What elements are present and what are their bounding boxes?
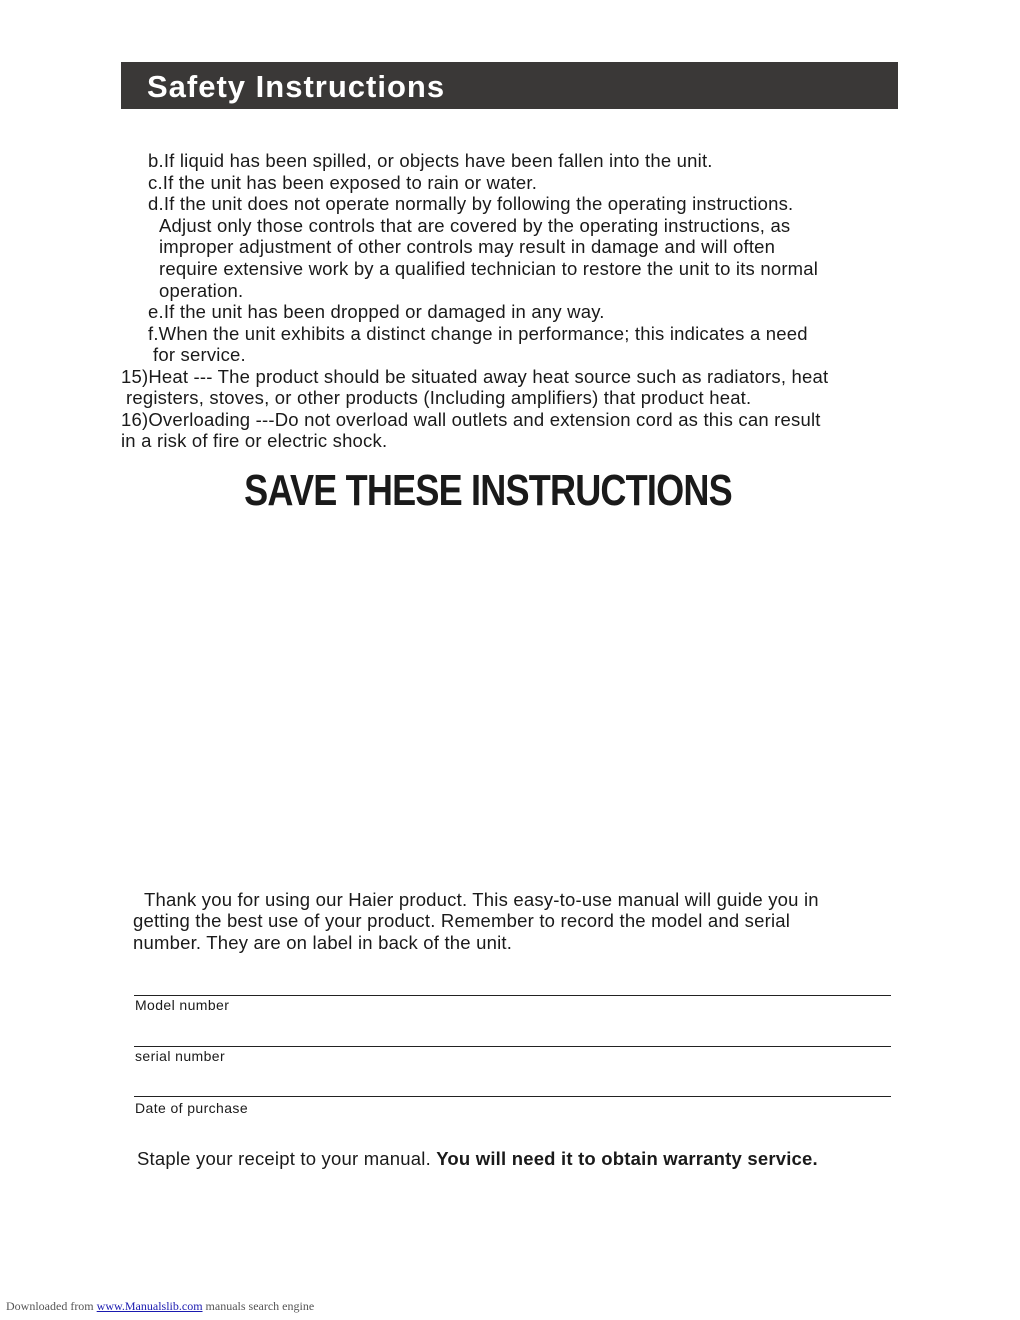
footer-prefix: Downloaded from (6, 1299, 97, 1313)
footer-suffix: manuals search engine (202, 1299, 315, 1313)
instruction-line: d.If the unit does not operate normally by following the operating instructions. (148, 193, 794, 214)
instruction-line: c.If the unit has been exposed to rain or water. (148, 172, 538, 193)
date-of-purchase-label: Date of purchase (135, 1100, 249, 1116)
model-number-line (134, 995, 891, 996)
thank-you-line: getting the best use of your product. Remember to record the model and serial (133, 910, 791, 931)
instruction-line: b.If liquid has been spilled, or objects have been fallen into the unit. (148, 150, 713, 171)
thank-you-line: number. They are on label in back of the unit. (133, 932, 513, 953)
staple-text: Staple your receipt to your manual. (137, 1148, 437, 1169)
manualslib-link[interactable]: www.Manualslib.com (96, 1299, 203, 1313)
instruction-line: improper adjustment of other controls may result in damage and will often (159, 236, 776, 257)
instruction-line: for service. (153, 344, 246, 365)
serial-number-line (134, 1046, 891, 1047)
thank-you-line: Thank you for using our Haier product. This easy-to-use manual will guide you in (144, 889, 819, 910)
download-footer (6, 1299, 314, 1314)
instruction-line: f.When the unit exhibits a distinct change in performance; this indicates a need (148, 323, 808, 344)
model-number-label: Model number (135, 997, 230, 1013)
staple-receipt-note (137, 1148, 818, 1170)
instruction-line: 15)Heat --- The product should be situated away heat source such as radiators, heat (121, 366, 829, 387)
warranty-note: You will need it to obtain warranty service. (436, 1148, 818, 1169)
instruction-line: registers, stoves, or other products (Including amplifiers) that product heat. (126, 387, 752, 408)
section-header-bar (121, 62, 898, 109)
section-title: Safety Instructions (147, 69, 446, 104)
instruction-line: 16)Overloading ---Do not overload wall outlets and extension cord as this can result (121, 409, 821, 430)
save-instructions-title: SAVE THESE INSTRUCTIONS (244, 466, 732, 515)
instruction-line: operation. (159, 280, 244, 301)
date-of-purchase-line (134, 1096, 891, 1097)
instruction-line: in a risk of fire or electric shock. (121, 430, 388, 451)
instruction-line: require extensive work by a qualified technician to restore the unit to its normal (159, 258, 819, 279)
instruction-line: Adjust only those controls that are covered by the operating instructions, as (159, 215, 791, 236)
serial-number-label: serial number (135, 1048, 226, 1064)
instruction-line: e.If the unit has been dropped or damaged in any way. (148, 301, 605, 322)
